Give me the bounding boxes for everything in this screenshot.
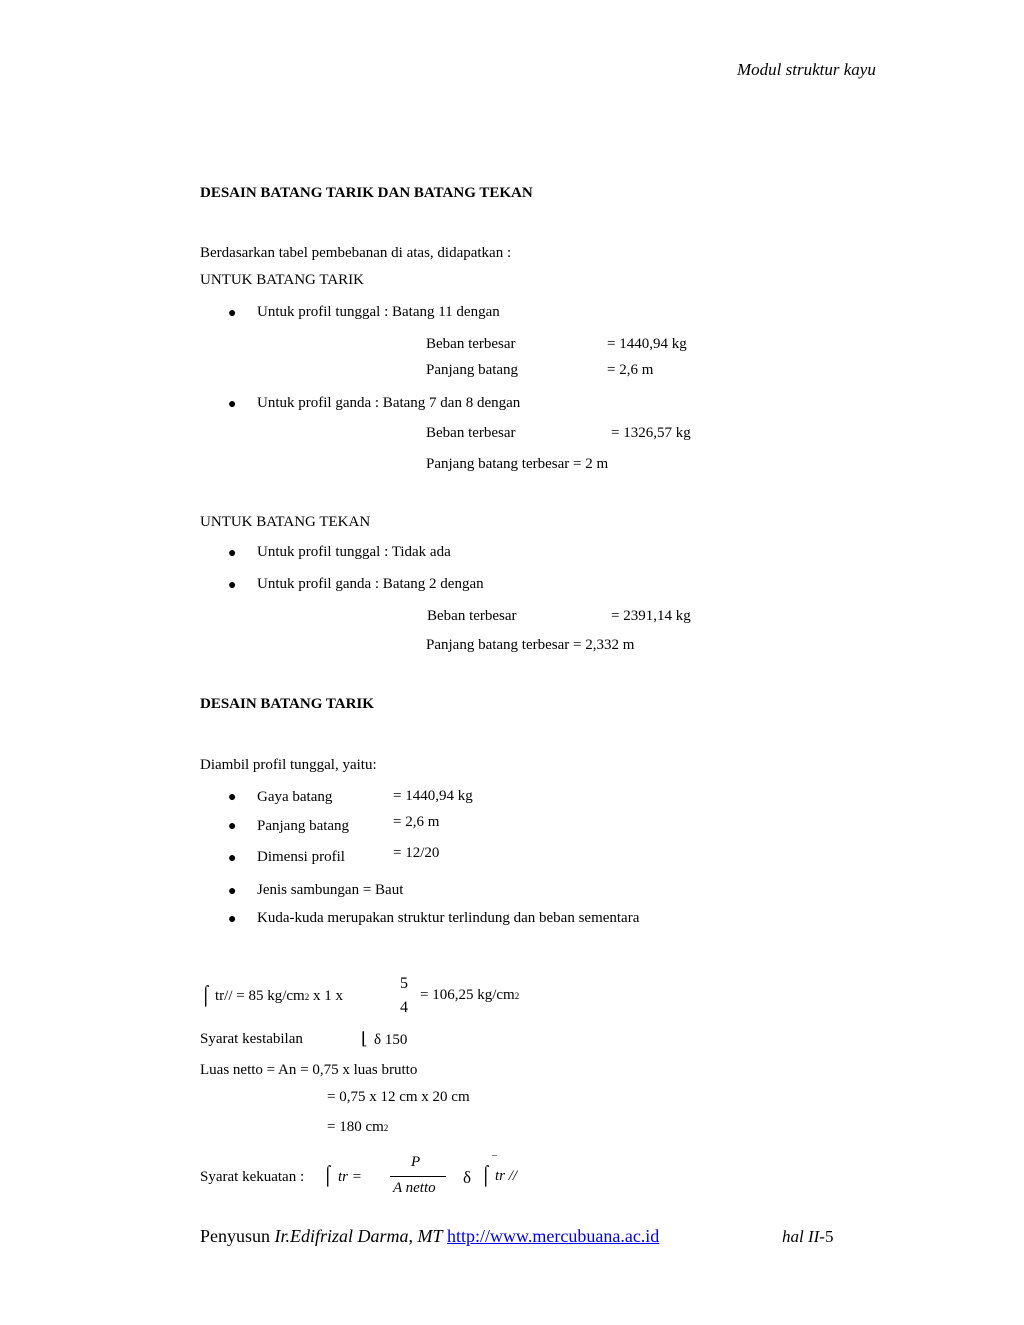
beban-value: = 2391,14 kg xyxy=(611,608,691,624)
item-label: Panjang batang xyxy=(257,818,350,834)
panjang-line: Panjang batang terbesar = 2 m xyxy=(426,456,609,472)
list-item: Untuk profil tunggal : Batang 11 dengan xyxy=(257,304,500,320)
formula-left: tr// = 85 kg/cm2 x 1 x xyxy=(215,988,343,1004)
panjang-label: Panjang batang xyxy=(426,362,519,378)
luas-line: Luas netto = An = 0,75 x luas brutto xyxy=(200,1062,418,1078)
bullet-icon: ● xyxy=(228,912,237,927)
footer-author: Ir.Edifrizal Darma, MT xyxy=(274,1226,443,1246)
item-value: = 1440,94 kg xyxy=(393,788,473,804)
bullet-icon: ● xyxy=(228,884,237,899)
tarik-label: UNTUK BATANG TARIK xyxy=(200,272,364,288)
beban-value: = 1440,94 kg xyxy=(607,336,687,352)
luas-line: = 0,75 x 12 cm x 20 cm xyxy=(327,1089,470,1105)
intro-text: Berdasarkan tabel pembebanan di atas, didapatkan : xyxy=(200,245,512,261)
fraction-numerator: 5 xyxy=(400,975,408,992)
section-heading: DESAIN BATANG TARIK xyxy=(200,696,374,712)
fraction-numerator: P xyxy=(411,1154,421,1170)
footer-prefix: Penyusun xyxy=(200,1226,275,1246)
fraction-denominator: A netto xyxy=(393,1180,436,1196)
bullet-icon: ● xyxy=(228,306,237,321)
fraction-line xyxy=(390,1176,446,1177)
beban-label: Beban terbesar xyxy=(426,336,516,352)
strength-lhs: tr = xyxy=(338,1169,362,1185)
stability-label: Syarat kestabilan xyxy=(200,1031,303,1047)
bullet-icon: ● xyxy=(228,397,237,412)
bullet-icon: ● xyxy=(228,546,237,561)
website-link[interactable]: http://www.mercubuana.ac.id xyxy=(447,1226,660,1246)
list-item: Untuk profil ganda : Batang 2 dengan xyxy=(257,576,484,592)
list-item: Kuda-kuda merupakan struktur terlindung dan beban sementara xyxy=(257,910,640,926)
section-heading: DESAIN BATANG TARIK DAN BATANG TEKAN xyxy=(200,185,533,201)
bullet-icon: ● xyxy=(228,851,237,866)
tekan-label: UNTUK BATANG TEKAN xyxy=(200,514,371,530)
panjang-value: = 2,6 m xyxy=(607,362,654,378)
sigma-symbol: ⌠ xyxy=(322,1165,334,1186)
strength-rhs: tr // xyxy=(495,1168,518,1184)
panjang-line: Panjang batang terbesar = 2,332 m xyxy=(426,637,635,653)
strength-label: Syarat kekuatan : xyxy=(200,1169,305,1185)
page-number: hal II-5 xyxy=(782,1227,834,1246)
list-item: Untuk profil tunggal : Tidak ada xyxy=(257,544,451,560)
item-value: = 12/20 xyxy=(393,845,440,861)
footer-credit xyxy=(200,1227,659,1245)
intro-text: Diambil profil tunggal, yaitu: xyxy=(200,757,377,773)
sigma-symbol: ⌠ xyxy=(200,985,212,1006)
lambda-symbol: ⌊ xyxy=(361,1029,368,1048)
item-label: Dimensi profil xyxy=(257,849,345,865)
luas-line: = 180 cm2 xyxy=(327,1119,389,1135)
beban-value: = 1326,57 kg xyxy=(611,425,691,441)
beban-label: Beban terbesar xyxy=(426,425,516,441)
bullet-icon: ● xyxy=(228,819,237,834)
item-label: Gaya batang xyxy=(257,789,333,805)
item-value: = 2,6 m xyxy=(393,814,440,830)
header-title: Modul struktur kayu xyxy=(737,60,876,79)
bar-mark: ¯ xyxy=(492,1155,497,1166)
list-item: Jenis sambungan = Baut xyxy=(257,882,404,898)
bullet-icon: ● xyxy=(228,790,237,805)
bullet-icon: ● xyxy=(228,578,237,593)
beban-label: Beban terbesar xyxy=(427,608,517,624)
stability-value: δ 150 xyxy=(374,1032,408,1048)
list-item: Untuk profil ganda : Batang 7 dan 8 dengan xyxy=(257,395,521,411)
relation-symbol: δ xyxy=(463,1168,472,1187)
sigma-symbol: ⌠ xyxy=(480,1165,492,1186)
formula-result: = 106,25 kg/cm2 xyxy=(420,987,520,1003)
fraction-denominator: 4 xyxy=(400,999,408,1016)
